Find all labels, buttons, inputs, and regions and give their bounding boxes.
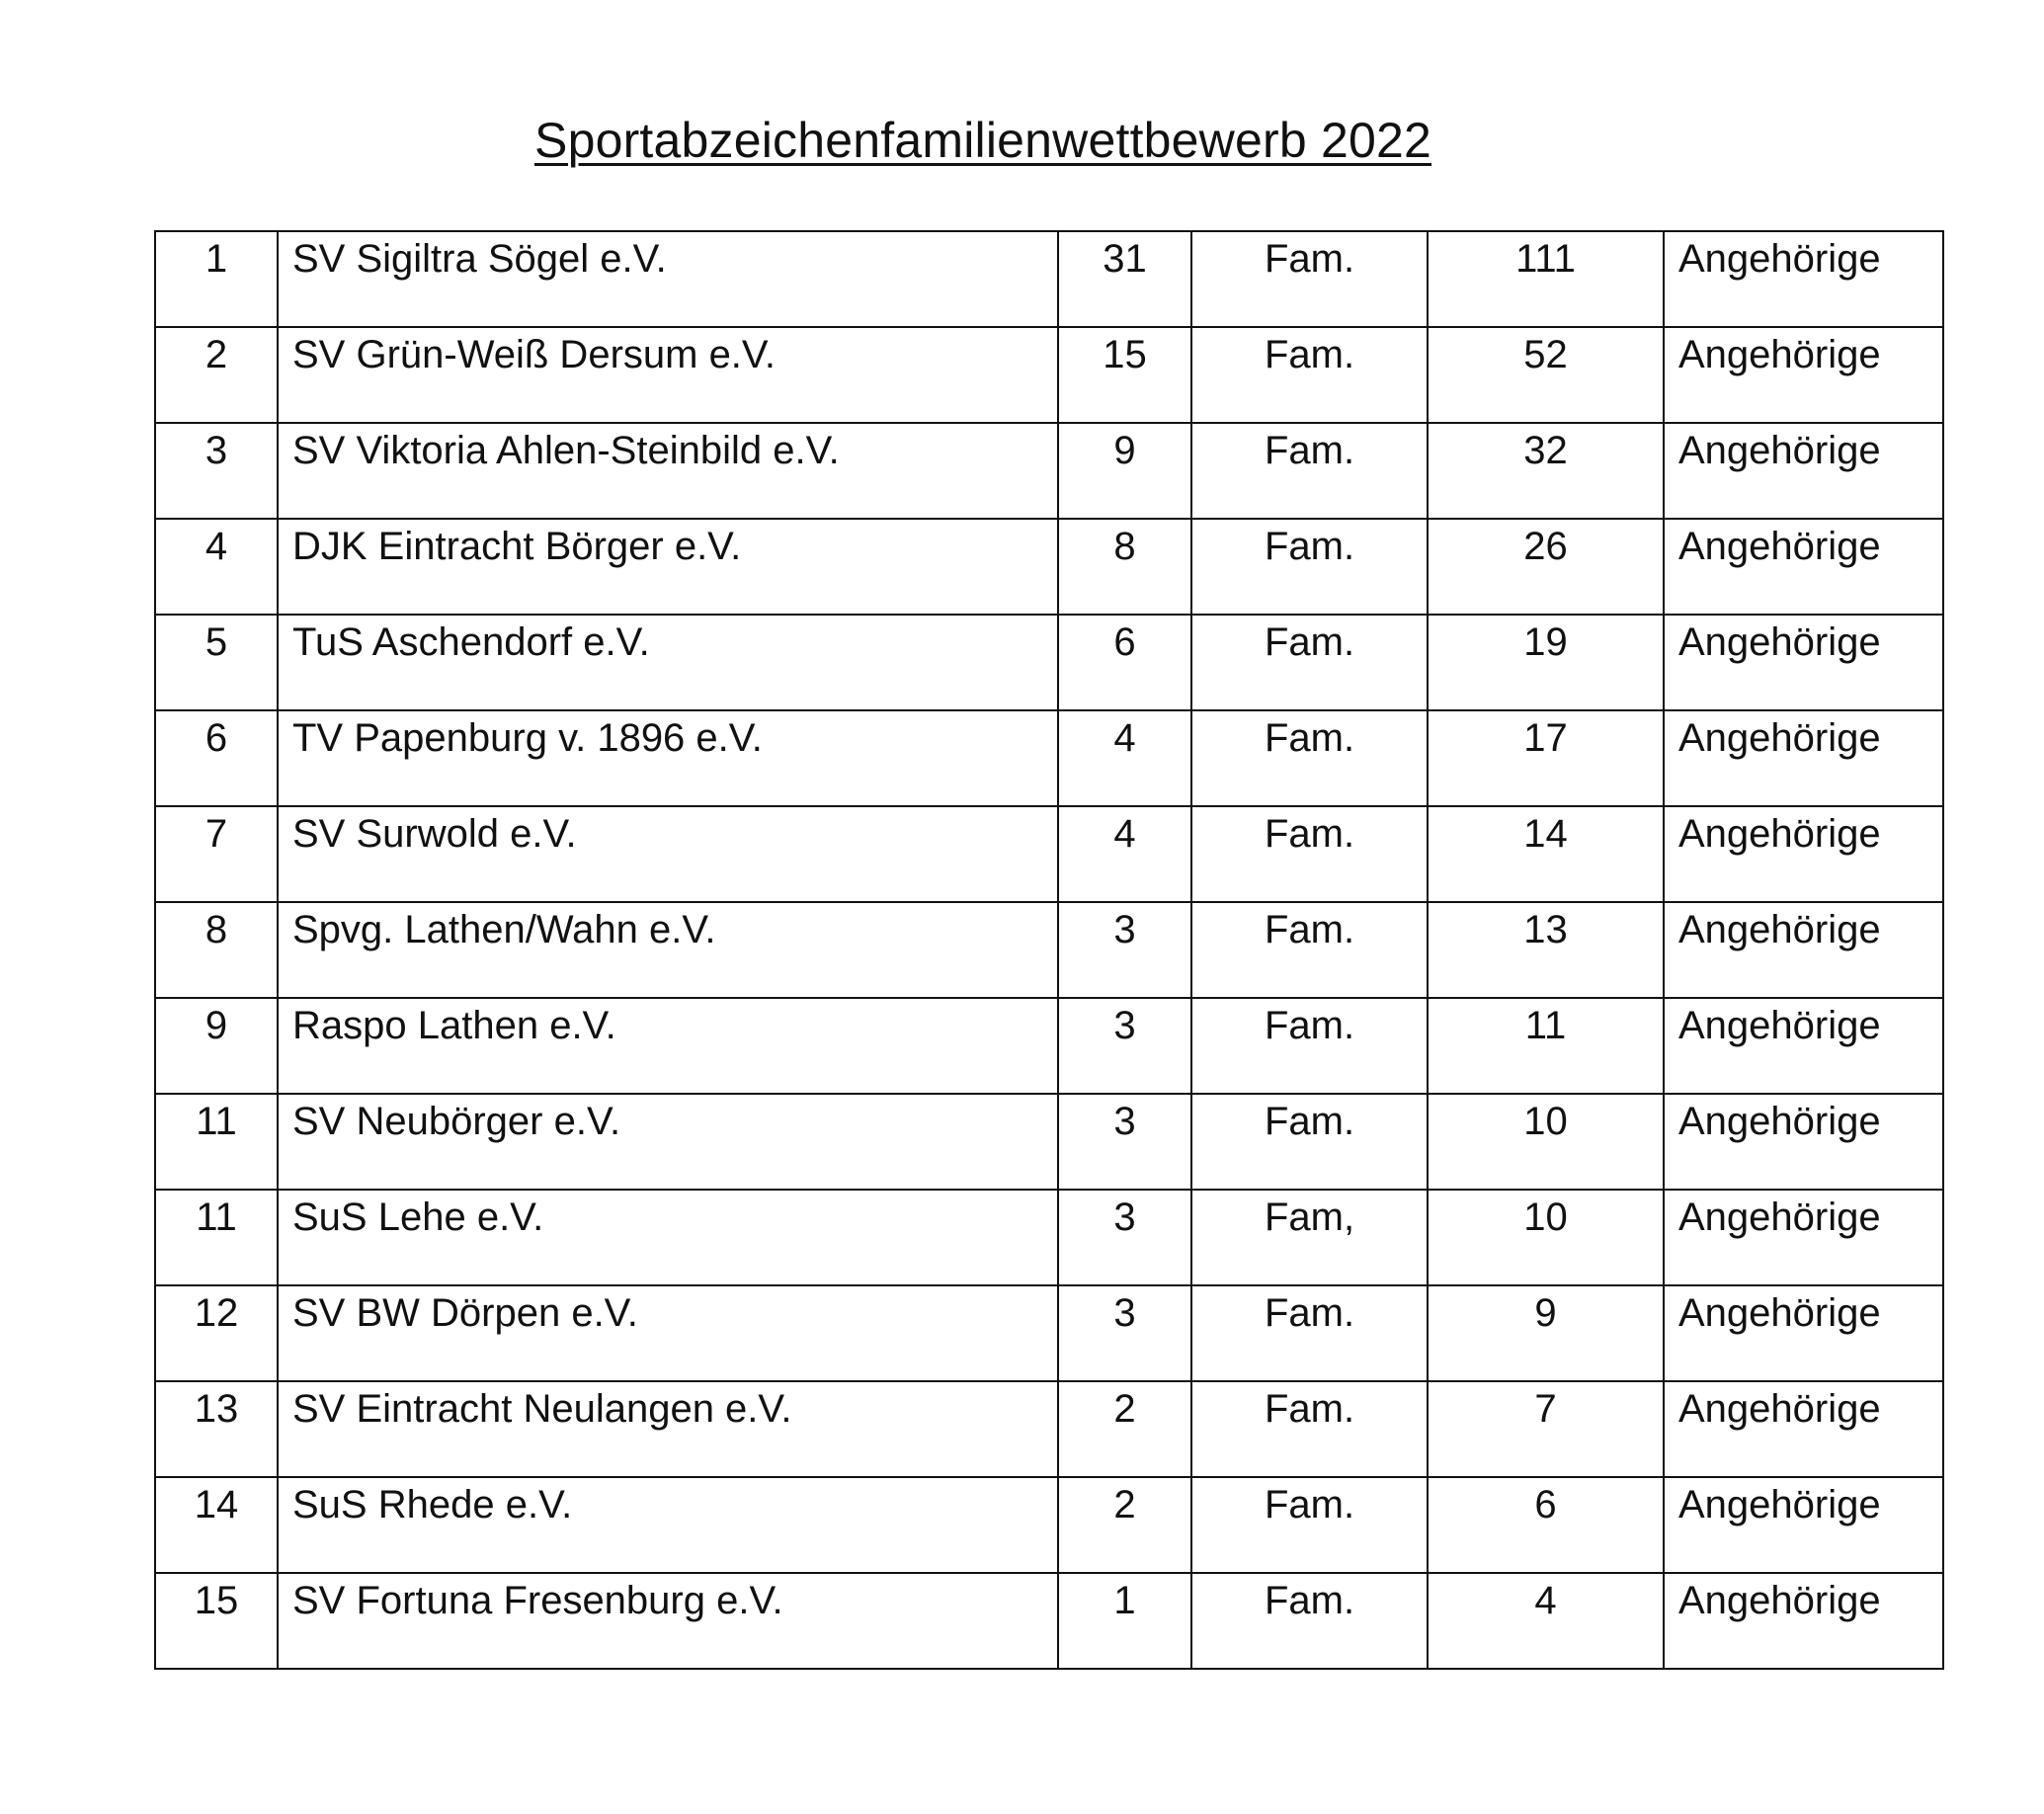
relatives-label-cell: Angehörige <box>1664 1381 1943 1477</box>
table-row <box>155 1094 1943 1190</box>
relatives-count-cell: 111 <box>1428 231 1664 327</box>
table-row <box>155 998 1943 1094</box>
families-count-cell: 6 <box>1058 615 1191 710</box>
rank-cell: 7 <box>155 806 278 902</box>
table-row <box>155 231 1943 327</box>
families-count-cell: 4 <box>1058 710 1191 806</box>
table-row <box>155 1477 1943 1573</box>
families-label-cell: Fam. <box>1191 231 1428 327</box>
table-row <box>155 902 1943 998</box>
families-count-cell: 2 <box>1058 1477 1191 1573</box>
families-count-cell: 31 <box>1058 231 1191 327</box>
relatives-count-cell: 13 <box>1428 902 1664 998</box>
relatives-label-cell: Angehörige <box>1664 806 1943 902</box>
club-name-cell: Spvg. Lathen/Wahn e.V. <box>278 902 1058 998</box>
club-name-cell: SuS Lehe e.V. <box>278 1190 1058 1285</box>
relatives-label-cell: Angehörige <box>1664 519 1943 615</box>
families-count-cell: 4 <box>1058 806 1191 902</box>
families-count-cell: 8 <box>1058 519 1191 615</box>
rank-cell: 4 <box>155 519 278 615</box>
families-label-cell: Fam. <box>1191 1573 1428 1669</box>
families-label-cell: Fam. <box>1191 998 1428 1094</box>
table-row <box>155 423 1943 519</box>
relatives-count-cell: 9 <box>1428 1285 1664 1381</box>
club-name-cell: SV Neubörger e.V. <box>278 1094 1058 1190</box>
rank-cell: 15 <box>155 1573 278 1669</box>
rank-cell: 5 <box>155 615 278 710</box>
families-count-cell: 2 <box>1058 1381 1191 1477</box>
rank-cell: 8 <box>155 902 278 998</box>
families-label-cell: Fam. <box>1191 1477 1428 1573</box>
relatives-count-cell: 52 <box>1428 327 1664 423</box>
club-name-cell: SuS Rhede e.V. <box>278 1477 1058 1573</box>
relatives-count-cell: 17 <box>1428 710 1664 806</box>
relatives-label-cell: Angehörige <box>1664 1190 1943 1285</box>
club-name-cell: DJK Eintracht Börger e.V. <box>278 519 1058 615</box>
rank-cell: 12 <box>155 1285 278 1381</box>
table-row <box>155 519 1943 615</box>
table-row <box>155 1285 1943 1381</box>
families-label-cell: Fam. <box>1191 615 1428 710</box>
relatives-label-cell: Angehörige <box>1664 615 1943 710</box>
families-label-cell: Fam. <box>1191 1094 1428 1190</box>
rank-cell: 1 <box>155 231 278 327</box>
families-count-cell: 3 <box>1058 1094 1191 1190</box>
families-label-cell: Fam. <box>1191 519 1428 615</box>
relatives-count-cell: 7 <box>1428 1381 1664 1477</box>
families-label-cell: Fam. <box>1191 806 1428 902</box>
families-label-cell: Fam. <box>1191 1381 1428 1477</box>
relatives-label-cell: Angehörige <box>1664 1094 1943 1190</box>
club-name-cell: Raspo Lathen e.V. <box>278 998 1058 1094</box>
relatives-label-cell: Angehörige <box>1664 998 1943 1094</box>
club-name-cell: SV Fortuna Fresenburg e.V. <box>278 1573 1058 1669</box>
relatives-label-cell: Angehörige <box>1664 423 1943 519</box>
club-name-cell: SV Surwold e.V. <box>278 806 1058 902</box>
families-label-cell: Fam, <box>1191 1190 1428 1285</box>
table-row <box>155 1381 1943 1477</box>
club-name-cell: SV Viktoria Ahlen-Steinbild e.V. <box>278 423 1058 519</box>
table-row <box>155 327 1943 423</box>
club-name-cell: TuS Aschendorf e.V. <box>278 615 1058 710</box>
results-table-body <box>155 231 1943 1669</box>
relatives-count-cell: 10 <box>1428 1190 1664 1285</box>
club-name-cell: TV Papenburg v. 1896 e.V. <box>278 710 1058 806</box>
families-count-cell: 9 <box>1058 423 1191 519</box>
families-label-cell: Fam. <box>1191 327 1428 423</box>
table-row <box>155 615 1943 710</box>
table-row <box>155 710 1943 806</box>
club-name-cell: SV Eintracht Neulangen e.V. <box>278 1381 1058 1477</box>
relatives-count-cell: 11 <box>1428 998 1664 1094</box>
results-table <box>154 230 1944 1670</box>
relatives-label-cell: Angehörige <box>1664 902 1943 998</box>
relatives-count-cell: 26 <box>1428 519 1664 615</box>
relatives-count-cell: 32 <box>1428 423 1664 519</box>
families-count-cell: 3 <box>1058 902 1191 998</box>
relatives-count-cell: 4 <box>1428 1573 1664 1669</box>
rank-cell: 9 <box>155 998 278 1094</box>
relatives-label-cell: Angehörige <box>1664 710 1943 806</box>
families-label-cell: Fam. <box>1191 710 1428 806</box>
relatives-label-cell: Angehörige <box>1664 1285 1943 1381</box>
document-title: Sportabzeichenfamilienwettbewerb 2022 <box>534 113 1431 168</box>
table-row <box>155 1573 1943 1669</box>
relatives-count-cell: 6 <box>1428 1477 1664 1573</box>
families-label-cell: Fam. <box>1191 423 1428 519</box>
table-row <box>155 806 1943 902</box>
rank-cell: 14 <box>155 1477 278 1573</box>
club-name-cell: SV Sigiltra Sögel e.V. <box>278 231 1058 327</box>
club-name-cell: SV Grün-Weiß Dersum e.V. <box>278 327 1058 423</box>
families-label-cell: Fam. <box>1191 902 1428 998</box>
club-name-cell: SV BW Dörpen e.V. <box>278 1285 1058 1381</box>
rank-cell: 2 <box>155 327 278 423</box>
rank-cell: 13 <box>155 1381 278 1477</box>
relatives-label-cell: Angehörige <box>1664 231 1943 327</box>
families-count-cell: 1 <box>1058 1573 1191 1669</box>
relatives-label-cell: Angehörige <box>1664 1477 1943 1573</box>
families-count-cell: 15 <box>1058 327 1191 423</box>
families-count-cell: 3 <box>1058 1190 1191 1285</box>
families-count-cell: 3 <box>1058 998 1191 1094</box>
rank-cell: 11 <box>155 1094 278 1190</box>
relatives-label-cell: Angehörige <box>1664 1573 1943 1669</box>
relatives-count-cell: 14 <box>1428 806 1664 902</box>
rank-cell: 11 <box>155 1190 278 1285</box>
rank-cell: 3 <box>155 423 278 519</box>
relatives-count-cell: 10 <box>1428 1094 1664 1190</box>
table-row <box>155 1190 1943 1285</box>
families-label-cell: Fam. <box>1191 1285 1428 1381</box>
rank-cell: 6 <box>155 710 278 806</box>
relatives-label-cell: Angehörige <box>1664 327 1943 423</box>
families-count-cell: 3 <box>1058 1285 1191 1381</box>
relatives-count-cell: 19 <box>1428 615 1664 710</box>
